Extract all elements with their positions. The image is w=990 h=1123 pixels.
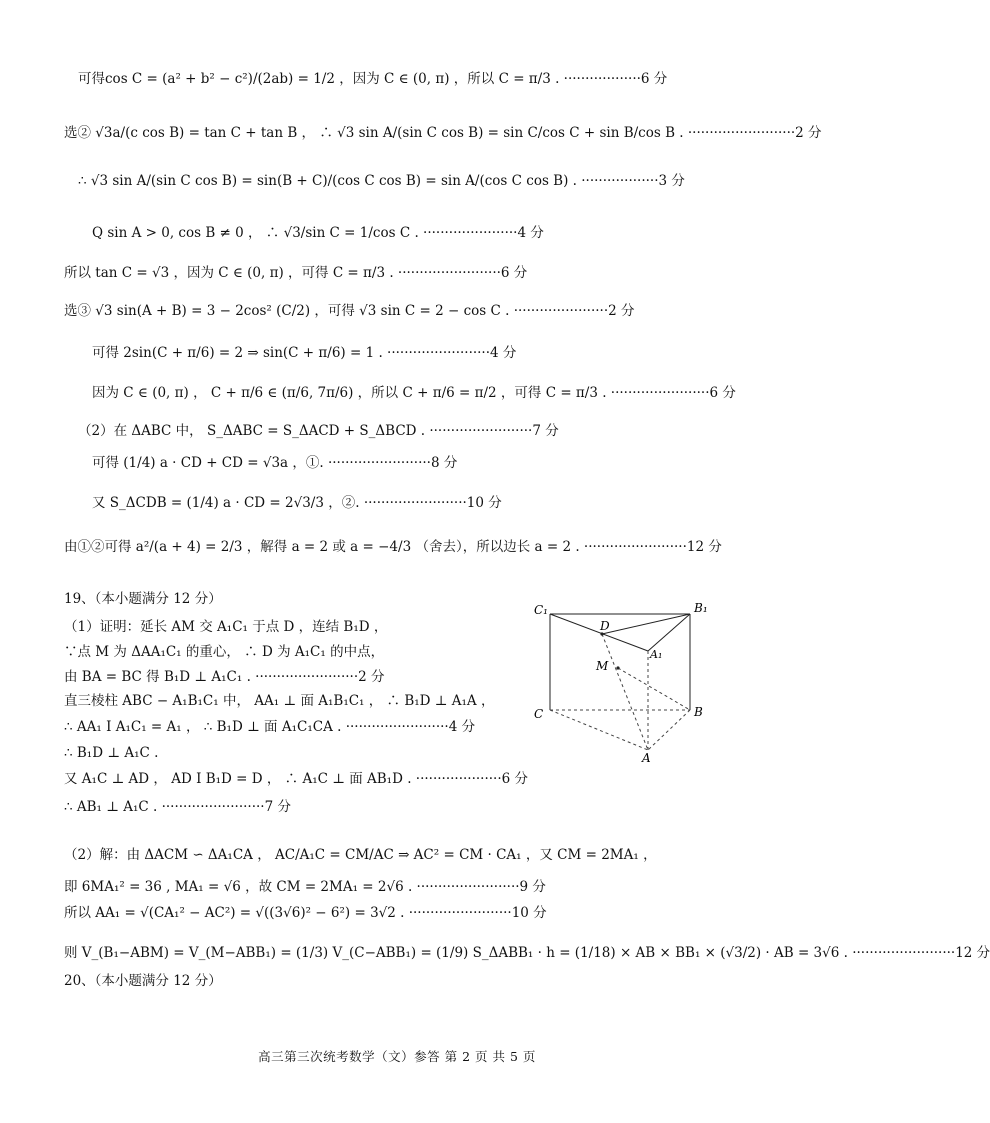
segment-d-a [602, 634, 648, 750]
sol19-line-4: 直三棱柱 ABC − A₁B₁C₁ 中， AA₁ ⊥ 面 A₁B₁C₁ ， ∴ B₁D ⊥ A₁A ， [64, 693, 495, 709]
edge-b1-a1 [648, 614, 690, 651]
sol18-line-8: 因为 C ∈ (0, π) ， C + π/6 ∈ (π/6, 7π/6) ，所以 C + π/6 = π/2 ，可得 C = π/3 . ·······················6 分 [92, 385, 736, 401]
sol19-line-11: 所以 AA₁ = √(CA₁² − AC²) = √((3√6)² − 6²) = 3√2 . ························10 分 [64, 905, 547, 921]
sol18-line-1: 可得cos C = (a² + b² − c²)/(2ab) = 1/2 ，因为 C ∈ (0, π) ，所以 C = π/3 . ··················6 分 [78, 71, 668, 87]
sol18-line-2: 选② √3a/(c cos B) = tan C + tan B ， ∴ √3 sin A/(sin C cos B) = sin C/cos C + sin B/cos B . ·························2 分 [64, 125, 822, 141]
edge-b-a [648, 710, 690, 750]
sol19-line-8: ∴ AB₁ ⊥ A₁C . ························7 分 [64, 799, 291, 815]
sol18-line-9: （2）在 ΔABC 中， S_ΔABC = S_ΔACD + S_ΔBCD . ························7 分 [78, 423, 559, 439]
sol19-line-9: （2）解：由 ΔACM ∽ ΔA₁CA ， AC/A₁C = CM/AC ⇒ AC² = CM · CA₁ ，又 CM = 2MA₁ ， [64, 847, 657, 863]
sol19-line-6: ∴ B₁D ⊥ A₁C . [64, 745, 159, 761]
sol19-line-10: 即 6MA₁² = 36 , MA₁ = √6 ，故 CM = 2MA₁ = 2√6 . ························9 分 [64, 879, 546, 895]
sol19-line-1: （1）证明：延长 AM 交 A₁C₁ 于点 D ，连结 B₁D ， [64, 619, 388, 635]
sol19-line-3: 由 BA = BC 得 B₁D ⊥ A₁C₁ . ························2 分 [64, 669, 385, 685]
sol19-line-5: ∴ AA₁ I A₁C₁ = A₁ ， ∴ B₁D ⊥ 面 A₁C₁CA . ························4 分 [64, 719, 476, 735]
label-m: M [596, 659, 609, 673]
prism-figure [530, 600, 720, 765]
sol18-line-5: 所以 tan C = √3 ，因为 C ∈ (0, π) ，可得 C = π/3 . ························6 分 [64, 265, 528, 281]
label-b1: B₁ [694, 601, 708, 615]
page-footer: 高三第三次统考数学（文）参答 第 2 页 共 5 页 [258, 1049, 536, 1064]
sol19-line-7: 又 A₁C ⊥ AD ， AD I B₁D = D ， ∴ A₁C ⊥ 面 AB₁D . ····················6 分 [64, 771, 528, 787]
edge-c1-a1 [550, 614, 648, 651]
sol18-line-10: 可得 (1/4) a · CD + CD = √3a ，①. ························8 分 [92, 455, 458, 471]
sol18-line-4: Q sin A > 0, cos B ≠ 0 ， ∴ √3/sin C = 1/cos C . ······················4 分 [92, 225, 544, 241]
label-c1: C₁ [534, 603, 548, 617]
label-c: C [534, 707, 544, 721]
segment-d-b1 [602, 614, 690, 634]
point-m [616, 666, 619, 669]
sol18-line-7: 可得 2sin(C + π/6) = 2 ⇒ sin(C + π/6) = 1 . ························4 分 [92, 345, 517, 361]
sol19-line-12: 则 V_(B₁−ABM) = V_(M−ABB₁) = (1/3) V_(C−ABB₁) = (1/9) S_ΔABB₁ · h = (1/18) × AB × BB₁ × (√3/2) · AB = 3√6 . ························12 分 [64, 945, 990, 961]
sol19-line-2: ∵点 M 为 ΔAA₁C₁ 的重心， ∴ D 为 A₁C₁ 的中点， [64, 644, 385, 660]
label-a: A [642, 751, 651, 765]
sol18-line-6: 选③ √3 sin(A + B) = 3 − 2cos² (C/2) ，可得 √3 sin C = 2 − cos C . ······················2 分 [64, 303, 635, 319]
label-b: B [694, 705, 703, 719]
sol18-line-12: 由①②可得 a²/(a + 4) = 2/3 ，解得 a = 2 或 a = −4/3 （舍去），所以边长 a = 2 . ························12 分 [64, 539, 722, 555]
label-a1: A₁ [650, 648, 663, 661]
q19-header: 19、（本小题满分 12 分） [64, 591, 222, 607]
sol18-line-3: ∴ √3 sin A/(sin C cos B) = sin(B + C)/(cos C cos B) = sin A/(cos C cos B) . ··················3 分 [78, 173, 685, 189]
sol18-line-11: 又 S_ΔCDB = (1/4) a · CD = 2√3/3 ，②. ························10 分 [92, 495, 502, 511]
segment-m-b [618, 668, 690, 710]
edge-c-a [550, 710, 648, 750]
q20-header: 20、（本小题满分 12 分） [64, 973, 222, 989]
label-d: D [600, 619, 610, 633]
